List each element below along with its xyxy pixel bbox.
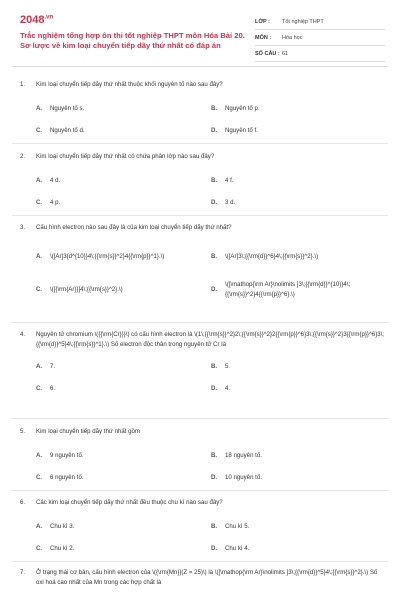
- option-b[interactable]: [211, 516, 386, 538]
- option-text: 3 d.: [225, 199, 236, 206]
- meta-table: [255, 14, 385, 62]
- question-divider: [12, 561, 388, 562]
- option-c[interactable]: [36, 378, 211, 400]
- option-d[interactable]: [211, 467, 386, 489]
- option-b[interactable]: [211, 356, 386, 378]
- option-d[interactable]: [211, 538, 386, 560]
- meta-key: LỚP :: [255, 18, 270, 25]
- option-text: Chu kì 3.: [50, 523, 75, 530]
- option-b[interactable]: [211, 98, 386, 120]
- option-text: 4.: [225, 385, 231, 392]
- option-text: Nguyên tố p.: [225, 105, 260, 112]
- option-a[interactable]: [36, 170, 211, 192]
- meta-value: Tốt nghiệp THPT: [282, 18, 324, 25]
- question-5: [20, 427, 390, 489]
- option-letter: A.: [36, 177, 43, 184]
- option-letter: D.: [211, 545, 218, 552]
- option-letter: C.: [36, 286, 43, 293]
- question-text: Nguyên tử chromium \({{\rm{Cr}}}\) có cấu hình electron là \(1\;{{\rm{s}}^2}2\;{{\rm{s}}^2}2{{\rm{p}}^6}3\;{{\rm{s}}^2}3{{\rm{p}}^6}3\;{{\rm{d}}^5}4\;{{\rm{s}}^1}.\) Số electron độc thân trong nguyên tử Cr là: [36, 331, 385, 348]
- question-7: [20, 568, 390, 588]
- option-letter: B.: [211, 452, 218, 459]
- meta-row-count: [255, 46, 385, 62]
- option-letter: C.: [36, 545, 43, 552]
- option-text: 6.: [50, 385, 56, 392]
- question-number: 5.: [20, 428, 26, 435]
- option-d[interactable]: [211, 192, 386, 214]
- question-divider: [12, 418, 388, 419]
- option-text: Chu kì 2.: [50, 545, 75, 552]
- question-number: 7.: [20, 569, 26, 576]
- document-header: [0, 0, 400, 66]
- option-text: 6 nguyên tố.: [50, 474, 84, 481]
- question-1: [20, 80, 390, 142]
- option-b[interactable]: [211, 241, 386, 273]
- option-c[interactable]: [36, 273, 211, 307]
- question-number: 1.: [20, 81, 26, 88]
- option-text: Nguyên tố d.: [50, 127, 85, 134]
- question-3: [20, 223, 390, 307]
- option-letter: D.: [211, 385, 218, 392]
- option-text: 4 f.: [225, 177, 234, 184]
- option-a[interactable]: [36, 241, 211, 273]
- meta-key: MÔN :: [255, 34, 272, 41]
- option-letter: D.: [211, 474, 218, 481]
- option-c[interactable]: [36, 120, 211, 142]
- option-letter: A.: [36, 523, 43, 530]
- option-letter: B.: [211, 253, 218, 260]
- option-c[interactable]: [36, 538, 211, 560]
- option-letter: D.: [211, 199, 218, 206]
- question-text: Kim loại chuyển tiếp dãy thứ nhất thuộc khối nguyên tố nào sau đây?: [36, 81, 223, 88]
- options: [36, 445, 390, 489]
- meta-value: 61: [282, 50, 289, 57]
- question-text: Cấu hình electron nào sau đây là của kim loại chuyển tiếp dãy thứ nhất?: [36, 224, 232, 231]
- option-a[interactable]: [36, 356, 211, 378]
- option-letter: C.: [36, 385, 43, 392]
- meta-key: SỐ CÂU :: [255, 50, 280, 57]
- option-b[interactable]: [211, 170, 386, 192]
- option-text: 7.: [50, 363, 56, 370]
- question-2: [20, 152, 390, 214]
- option-a[interactable]: [36, 98, 211, 120]
- option-text: \([Ar]3{d^{10}}4\;{{\rm{s}}^2}4{{\rm{p}}^1}.\): [50, 253, 165, 260]
- option-letter: B.: [211, 363, 218, 370]
- question-divider: [12, 143, 388, 144]
- option-text: \([Ar]3\;{{\rm{d}}^6}4\;{{\rm{s}}^2}.\): [225, 253, 319, 260]
- option-text: Chu kì 4.: [225, 545, 250, 552]
- options: [36, 170, 390, 214]
- option-a[interactable]: [36, 445, 211, 467]
- option-letter: D.: [211, 127, 218, 134]
- option-letter: D.: [211, 286, 218, 293]
- question-text: Kim loại chuyển tiếp dãy thứ nhất gồm: [36, 428, 141, 435]
- question-number: 6.: [20, 499, 26, 506]
- option-text: Nguyên tố f.: [225, 127, 258, 134]
- option-text: \([\mathop{\rm Ar}\nolimits ]3\;{{\rm{d}}^{10}}4\;{{\rm{s}}^2}4{{\rm{p}}^6}.\): [225, 281, 351, 298]
- question-divider: [12, 322, 388, 323]
- option-d[interactable]: [211, 120, 386, 142]
- meta-row-class: [255, 14, 385, 30]
- option-letter: B.: [211, 177, 218, 184]
- option-c[interactable]: [36, 192, 211, 214]
- question-text: Kim loại chuyển tiếp dãy thứ nhất có chứa phân lớp nào sau đây?: [36, 153, 215, 160]
- question-number: 3.: [20, 224, 26, 231]
- option-text: \([{\rm{Ar}}]4\;{{\rm{s}}^2}.\): [50, 286, 123, 293]
- option-text: Chu kì 5.: [225, 523, 250, 530]
- option-text: 10 nguyên tố.: [225, 474, 262, 481]
- question-4: [20, 330, 390, 400]
- option-a[interactable]: [36, 516, 211, 538]
- options: [36, 241, 390, 307]
- meta-row-subject: [255, 30, 385, 46]
- option-text: Nguyên tố s.: [50, 105, 85, 112]
- logo-text: 2048: [20, 14, 45, 26]
- document-title: Trắc nghiệm tổng hợp ôn thi tốt nghiệp THPT môn Hóa Bài 20. Sơ lược về kim loại chuyển tiếp dãy thứ nhất có đáp án: [20, 31, 245, 50]
- option-letter: A.: [36, 452, 43, 459]
- options: [36, 98, 390, 142]
- option-letter: A.: [36, 253, 43, 260]
- option-letter: C.: [36, 474, 43, 481]
- option-c[interactable]: [36, 467, 211, 489]
- option-letter: B.: [211, 523, 218, 530]
- option-text: 5.: [225, 363, 231, 370]
- option-d[interactable]: [211, 273, 386, 307]
- question-divider: [12, 490, 388, 491]
- question-text: Ở trạng thái cơ bản, cấu hình electron của \({\rm{Mn}}(Z = 25)\) là \([\mathop{\rm Ar}\nolimits ]3\;{{\rm{d}}^5}4\;{{\rm{s}}^2}.\) Số oxi hoá cao nhất của Mn trong các hợp chất là: [36, 569, 378, 586]
- meta-value: Hóa học: [282, 34, 303, 41]
- option-letter: A.: [36, 105, 43, 112]
- option-b[interactable]: [211, 445, 386, 467]
- question-number: 2.: [20, 153, 26, 160]
- options: [36, 516, 390, 560]
- option-text: 4 d.: [50, 177, 61, 184]
- header-divider: [12, 66, 388, 67]
- option-letter: C.: [36, 199, 43, 206]
- option-letter: B.: [211, 105, 218, 112]
- option-text: 4 p.: [50, 199, 61, 206]
- option-letter: A.: [36, 363, 43, 370]
- site-logo[interactable]: [20, 14, 53, 26]
- question-divider: [12, 215, 388, 216]
- option-text: 18 nguyên tố.: [225, 452, 262, 459]
- option-text: 9 nguyên tố.: [50, 452, 84, 459]
- question-text: Các kim loại chuyển tiếp dãy thứ nhất đều thuộc chu kì nào sau đây?: [36, 499, 223, 506]
- question-number: 4.: [20, 331, 26, 338]
- question-6: [20, 498, 390, 560]
- options: [36, 356, 390, 400]
- option-letter: C.: [36, 127, 43, 134]
- option-d[interactable]: [211, 378, 386, 400]
- logo-suffix: .vn: [44, 14, 54, 21]
